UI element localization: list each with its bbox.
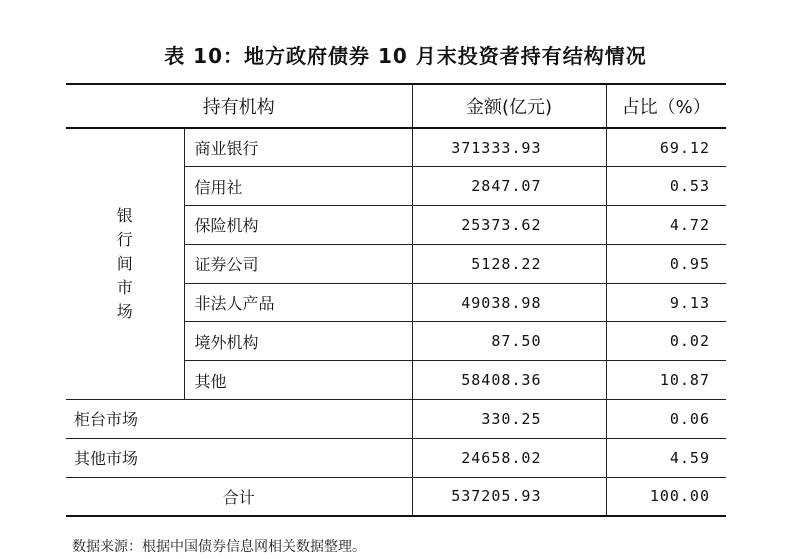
investor-holding-table: [66, 83, 726, 517]
row-name: 保险机构: [184, 206, 412, 245]
row-name: 境外机构: [184, 322, 412, 361]
interbank-group-label: [66, 128, 184, 400]
row-name: 其他: [184, 361, 412, 400]
row-ratio: 0.02: [606, 322, 726, 361]
row-amount: 25373.62: [412, 206, 606, 245]
row-amount: 2847.07: [412, 167, 606, 206]
header-row: [66, 84, 726, 128]
row-name: 柜台市场: [66, 400, 412, 439]
total-label: 合计: [66, 477, 412, 516]
row-name: 非法人产品: [184, 283, 412, 322]
total-amount: 537205.93: [412, 477, 606, 516]
row-name: 信用社: [184, 167, 412, 206]
row-amount: 330.25: [412, 400, 606, 439]
row-name: 商业银行: [184, 128, 412, 167]
header-amount: 金额(亿元): [412, 84, 606, 128]
row-ratio: 4.59: [606, 438, 726, 477]
row-amount: 5128.22: [412, 244, 606, 283]
row-ratio: 10.87: [606, 361, 726, 400]
row-ratio: 0.06: [606, 400, 726, 439]
row-amount: 371333.93: [412, 128, 606, 167]
row-ratio: 9.13: [606, 283, 726, 322]
row-amount: 58408.36: [412, 361, 606, 400]
header-institution: 持有机构: [66, 84, 412, 128]
row-ratio: 4.72: [606, 206, 726, 245]
table-title: 表 10：地方政府债券 10 月末投资者持有结构情况: [164, 44, 647, 68]
table-row: [66, 128, 726, 167]
total-row: [66, 477, 726, 516]
row-name: 其他市场: [66, 438, 412, 477]
total-ratio: 100.00: [606, 477, 726, 516]
row-ratio: 0.95: [606, 244, 726, 283]
table-row: [66, 400, 726, 439]
row-amount: 49038.98: [412, 283, 606, 322]
header-ratio: 占比（%）: [606, 84, 726, 128]
interbank-group-text: 银行间市场: [116, 206, 133, 322]
row-amount: 87.50: [412, 322, 606, 361]
table-row: [66, 438, 726, 477]
row-amount: 24658.02: [412, 438, 606, 477]
source-note: 数据来源：根据中国债券信息网相关数据整理。: [72, 539, 366, 555]
row-ratio: 69.12: [606, 128, 726, 167]
row-name: 证券公司: [184, 244, 412, 283]
row-ratio: 0.53: [606, 167, 726, 206]
